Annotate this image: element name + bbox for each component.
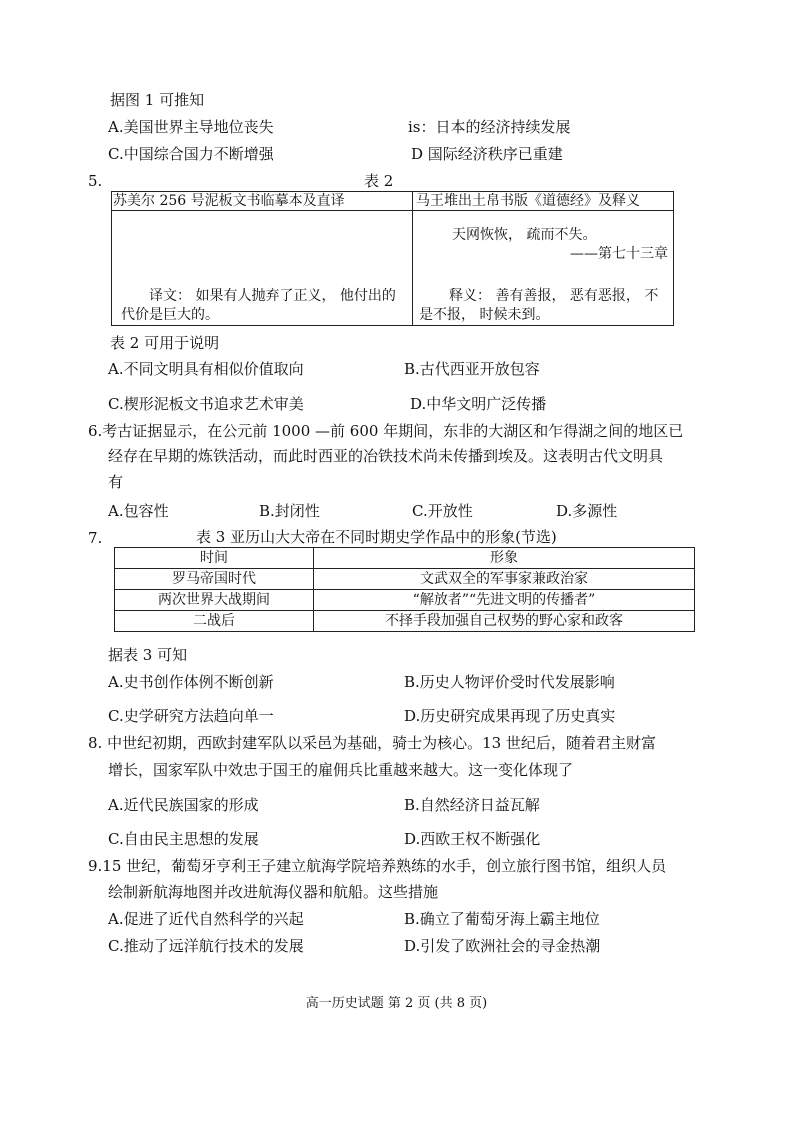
q8-option-a: A.近代民族国家的形成 [108,796,259,814]
table-cell-image: 文武双全的军事家兼政治家 [314,569,695,590]
q8-options-row1 [108,794,668,816]
table-cell-time: 两次世界大战期间 [115,590,314,611]
table-2-quote: 天网恢恢， 疏而不失。 [452,227,597,243]
q8-line1: 8. 中世纪初期，西欧封建军队以采邑为基础，骑士为核心。13 世纪后，随着君主财富 [88,734,656,752]
table-2-quote-source: ——第七十三章 [570,246,668,262]
q6-line2: 经存在早期的炼铁活动，而此时西亚的冶铁技术尚未传播到埃及。这表明古代文明具 [108,447,664,465]
q4-option-b: is：日本的经济持续发展 [408,118,571,136]
q7-option-b: B.历史人物评价受时代发展影响 [404,673,615,691]
q9-options-row1 [108,908,668,930]
q6-option-d: D.多源性 [556,502,618,520]
q5-options-row2 [108,393,668,415]
q6-option-a: A.包容性 [108,502,169,520]
q7-stem: 据表 3 可知 [108,646,188,664]
table-row [115,611,695,632]
q7-number: 7. [88,529,103,547]
table-2-divider [412,192,413,325]
q7-table-caption: 表 3 亚历山大大帝在不同时期史学作品中的形象(节选) [196,528,557,546]
table-3 [114,547,695,632]
table-2 [111,191,674,326]
q6-line1: 6.考古证据显示，在公元前 1000 —前 600 年期间，东非的大湖区和乍得湖之间的地区已 [88,422,684,440]
q5-table-caption: 表 2 [364,172,394,190]
q8-option-b: B.自然经济日益瓦解 [404,796,540,814]
q9-option-b: B.确立了葡萄牙海上霸主地位 [404,910,600,928]
q7-options-row2 [108,705,668,727]
q7-option-c: C.史学研究方法趋向单一 [108,707,274,725]
table-2-explain-line2: 是不报， 时候未到。 [419,307,550,323]
q4-stem: 据图 1 可推知 [110,91,205,109]
table-2-left-header: 苏美尔 256 号泥板文书临摹本及直译 [113,193,345,209]
q4-option-c: C.中国综合国力不断增强 [108,145,274,163]
table-2-translation-line2: 代价是巨大的。 [121,307,219,323]
q9-option-c: C.推动了远洋航行技术的发展 [108,937,304,955]
table-3-header-row [115,548,695,569]
q5-number: 5. [88,172,103,190]
q9-option-d: D.引发了欧洲社会的寻金热潮 [404,937,601,955]
table-cell-image: 不择手段加强自己权势的野心家和政客 [314,611,695,632]
q8-line2: 增长，国家军队中效忠于国王的雇佣兵比重越来越大。这一变化体现了 [108,761,574,779]
q7-options-row1 [108,671,668,693]
q9-option-a: A.促进了近代自然科学的兴起 [108,910,304,928]
q6-options-row [108,500,668,522]
q8-options-row2 [108,828,668,850]
table-cell-time: 二战后 [115,611,314,632]
q8-option-c: C.自由民主思想的发展 [108,830,259,848]
table-3-header-image: 形象 [314,548,695,569]
table-cell-image: “解放者”“先进文明的传播者” [314,590,695,611]
q7-option-a: A.史书创作体例不断创新 [108,673,274,691]
q9-options-row2 [108,935,668,957]
q5-option-c: C.楔形泥板文书追求艺术审美 [108,395,304,413]
q5-stem: 表 2 可用于说明 [110,334,220,352]
table-2-right-header: 马王堆出土帛书版《道德经》及释义 [416,193,640,209]
table-row [115,569,695,590]
q4-options-row2 [108,143,668,165]
q9-line1: 9.15 世纪，葡萄牙亨利王子建立航海学院培养熟练的水手，创立旅行图书馆，组织人员 [88,857,667,875]
table-2-explain-line1: 释义： 善有善报， 恶有恶报， 不 [449,288,659,304]
table-2-translation-line1: 译文： 如果有人抛弃了正义， 他付出的 [149,288,396,304]
table-row [115,590,695,611]
q6-option-c: C.开放性 [412,502,473,520]
q6-line3: 有 [108,473,124,491]
page-footer: 高一历史试题 第 2 页 (共 8 页) [305,996,488,1011]
q4-option-d: D 国际经济秩序已重建 [411,145,563,163]
q5-option-a: A.不同文明具有相似价值取向 [108,360,304,378]
q4-options-row1 [108,116,668,138]
table-cell-time: 罗马帝国时代 [115,569,314,590]
q4-option-a: A.美国世界主导地位丧失 [108,118,274,136]
q6-option-b: B.封闭性 [259,502,320,520]
q5-option-d: D.中华文明广泛传播 [410,395,547,413]
table-3-header-time: 时间 [115,548,314,569]
q5-option-b: B.古代西亚开放包容 [404,360,540,378]
q8-option-d: D.西欧王权不断强化 [404,830,541,848]
q5-options-row1 [108,358,668,380]
q7-option-d: D.历史研究成果再现了历史真实 [404,707,616,725]
q9-line2: 绘制新航海地图并改进航海仪器和航船。这些措施 [108,883,439,901]
